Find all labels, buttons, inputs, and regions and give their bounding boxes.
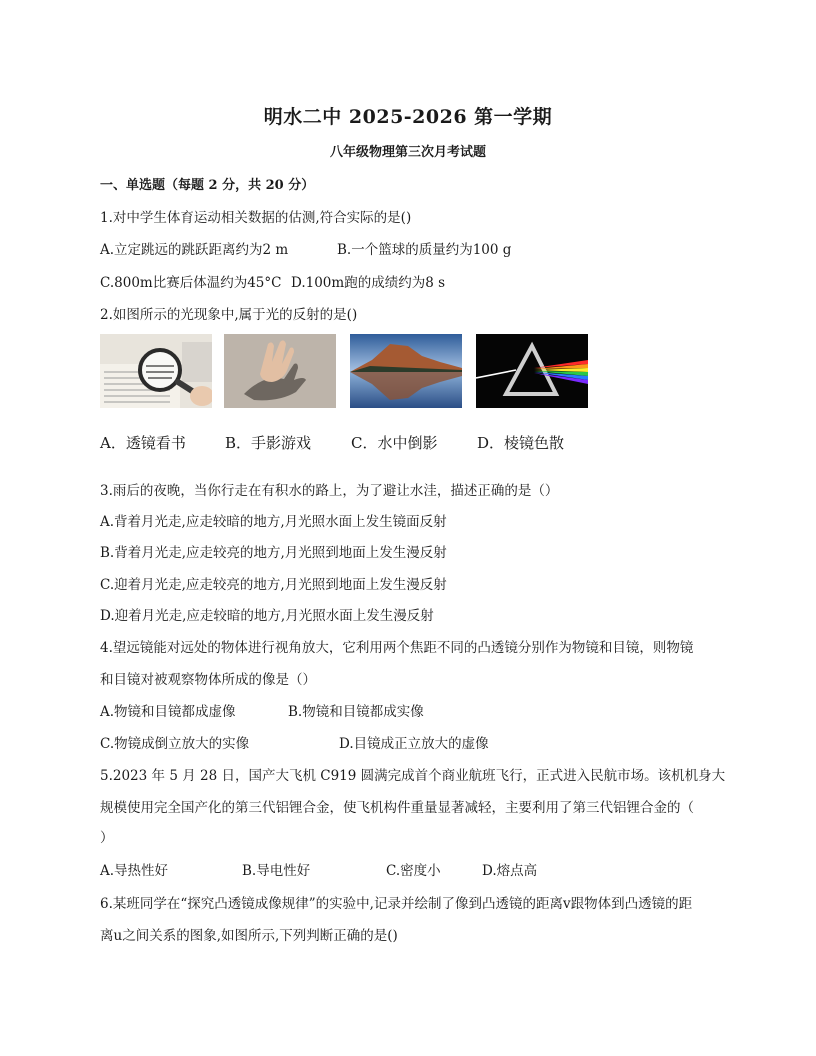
q4-stem-line1: 4.望远镜能对远处的物体进行视角放大，它利用两个焦距不同的凸透镜分别作为物镜和目镜，则物镜 [100,640,694,656]
q5-option-b: B.导电性好 [242,863,311,879]
q3-option-a: A.背着月光走,应走较暗的地方,月光照水面上发生镜面反射 [100,514,447,530]
q3-stem: 3.雨后的夜晚，当你行走在有积水的路上，为了避让水洼，描述正确的是（） [100,483,559,499]
magnifier-book-image [100,334,212,408]
q4-option-c: C.物镜成倒立放大的实像 [100,736,250,752]
q6-stem-line1: 6.某班同学在“探究凸透镜成像规律”的实验中,记录并绘制了像到凸透镜的距离v跟物体到凸透镜的距 [100,896,693,912]
q5-stem-line2: 规模使用完全国产化的第三代铝锂合金，使飞机构件重量显著减轻，主要利用了第三代铝锂合金的（ [100,800,694,816]
q3-option-d: D.迎着月光走,应走较暗的地方,月光照水面上发生漫反射 [100,608,434,624]
q1-stem: 1.对中学生体育运动相关数据的估测,符合实际的是() [100,210,412,226]
q1-option-c: C.800m比赛后体温约为45°C [100,275,282,291]
q5-option-d: D.熔点高 [482,863,538,879]
page-subtitle: 八年级物理第三次月考试题 [329,145,486,160]
q4-option-d: D.目镜成正立放大的虚像 [339,736,489,752]
prism-dispersion-image [476,334,588,408]
q6-stem-line2: 离u之间关系的图象,如图所示,下列判断正确的是() [100,928,398,944]
q1-option-d: D.100m跑的成绩约为8 s [291,275,446,291]
q3-option-b: B.背着月光走,应走较亮的地方,月光照到地面上发生漫反射 [100,545,447,561]
q5-option-c: C.密度小 [386,863,441,879]
q1-option-b: B.一个篮球的质量约为100 g [337,242,512,258]
q2-option-c: C．水中倒影 [351,434,438,452]
mountain-reflection-image [350,334,462,408]
q4-option-b: B.物镜和目镜都成实像 [288,704,424,720]
q5-stem-line1: 5.2023 年 5 月 28 日，国产大飞机 C919 圆满完成首个商业航班飞行，正式进入民航市场。该机机身大 [100,768,726,784]
q4-option-a: A.物镜和目镜都成虚像 [100,704,236,720]
q2-option-a: A．透镜看书 [100,434,186,452]
q5-stem-line3: ） [100,830,114,846]
q2-option-b: B．手影游戏 [225,434,312,452]
q5-option-a: A.导热性好 [100,863,169,879]
hand-shadow-image [224,334,336,408]
q2-option-d: D．棱镜色散 [477,434,565,452]
section-heading: 一、单选题（每题 2 分，共 20 分） [100,178,315,193]
q4-stem-line2: 和目镜对被观察物体所成的像是（） [100,672,316,688]
q1-option-a: A.立定跳远的跳跃距离约为2 m [100,242,289,258]
q2-stem: 2.如图所示的光现象中,属于光的反射的是() [100,307,358,323]
page-title: 明水二中 2025-2026 第一学期 [263,106,553,128]
q3-option-c: C.迎着月光走,应走较亮的地方,月光照到地面上发生漫反射 [100,577,447,593]
